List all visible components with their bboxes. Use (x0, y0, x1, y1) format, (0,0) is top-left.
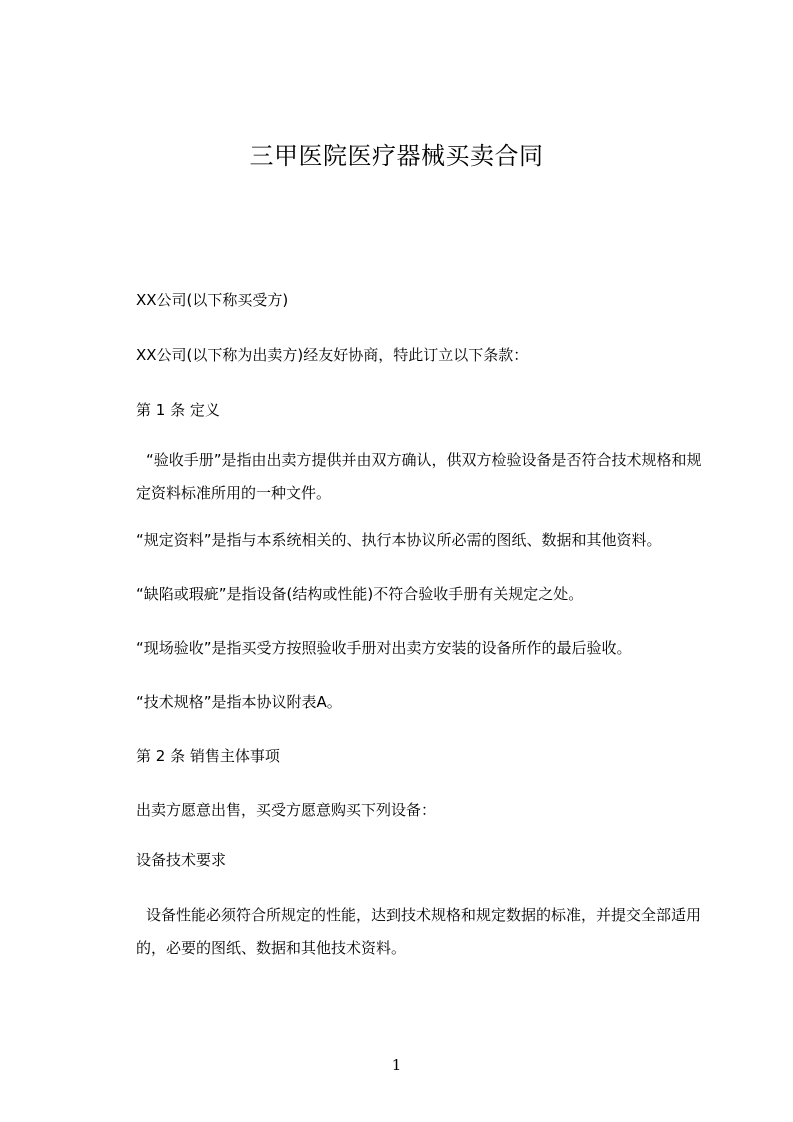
definition-site-acceptance: “现场验收”是指买受方按照验收手册对出卖方安装的设备所作的最后验收。 (136, 639, 632, 657)
definition-technical-specs: “技术规格”是指本协议附表A。 (136, 693, 342, 711)
seller-party: XX公司(以下称为出卖方)经友好协商，特此订立以下条款： (136, 346, 529, 364)
definition-acceptance-manual: “验收手册”是指由出卖方提供并由双方确认，供双方检验设备是否符合技术规格和规定资料标准所用的一种文件。 (136, 451, 702, 502)
document-title: 三甲医院医疗器械买卖合同 (249, 142, 544, 170)
equipment-requirements-heading: 设备技术要求 (136, 851, 227, 869)
buyer-party: XX公司(以下称买受方) (136, 291, 289, 309)
article-2-heading: 第 2 条 销售主体事项 (136, 747, 280, 765)
definition-defect: “缺陷或瑕疵”是指设备(结构或性能)不符合验收手册有关规定之处。 (136, 585, 584, 603)
equipment-performance-clause: 设备性能必须符合所规定的性能，达到技术规格和规定数据的标准，并提交全部适用的，必要的图纸、数据和其他技术资料。 (136, 906, 702, 957)
page-number: 1 (391, 1056, 402, 1074)
sale-statement: 出卖方愿意出售，买受方愿意购买下列设备： (136, 801, 437, 819)
definition-specified-materials: “规定资料”是指与本系统相关的、执行本协议所必需的图纸、数据和其他资料。 (136, 531, 662, 549)
article-1-heading: 第 1 条 定义 (136, 401, 220, 419)
